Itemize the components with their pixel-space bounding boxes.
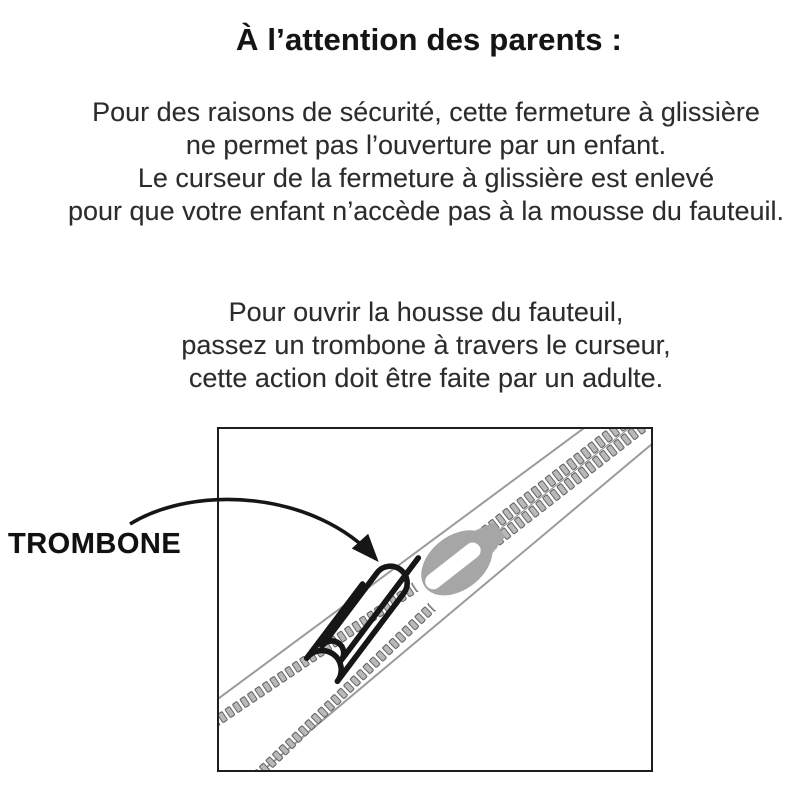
page-title: À l’attention des parents : xyxy=(235,22,623,57)
zipper-band xyxy=(219,429,651,770)
security-paragraph xyxy=(0,96,800,228)
paragraph-line: Le curseur de la fermeture à glissière est enlevé xyxy=(137,163,715,193)
illustration-frame xyxy=(217,427,653,772)
figure-region xyxy=(0,420,800,800)
fabric-edge-upper xyxy=(219,429,651,770)
paragraph-line: pour que votre enfant n’accède pas à la mousse du fauteuil. xyxy=(68,196,784,226)
paragraph-line: Pour ouvrir la housse du fauteuil, xyxy=(228,297,624,327)
trombone-label: TROMBONE xyxy=(8,528,182,560)
paragraph-line: Pour des raisons de sécurité, cette fermeture à glissière xyxy=(92,97,760,127)
paragraph-line: passez un trombone à travers le curseur, xyxy=(181,330,671,360)
zipper-illustration xyxy=(219,429,651,770)
instructions-paragraph xyxy=(0,296,800,395)
paperclip-outline xyxy=(307,541,426,682)
fabric-edge-lower xyxy=(219,429,651,770)
paragraph-line: cette action doit être faite par un adulte. xyxy=(188,363,664,393)
paragraph-line: ne permet pas l’ouverture par un enfant. xyxy=(185,130,667,160)
